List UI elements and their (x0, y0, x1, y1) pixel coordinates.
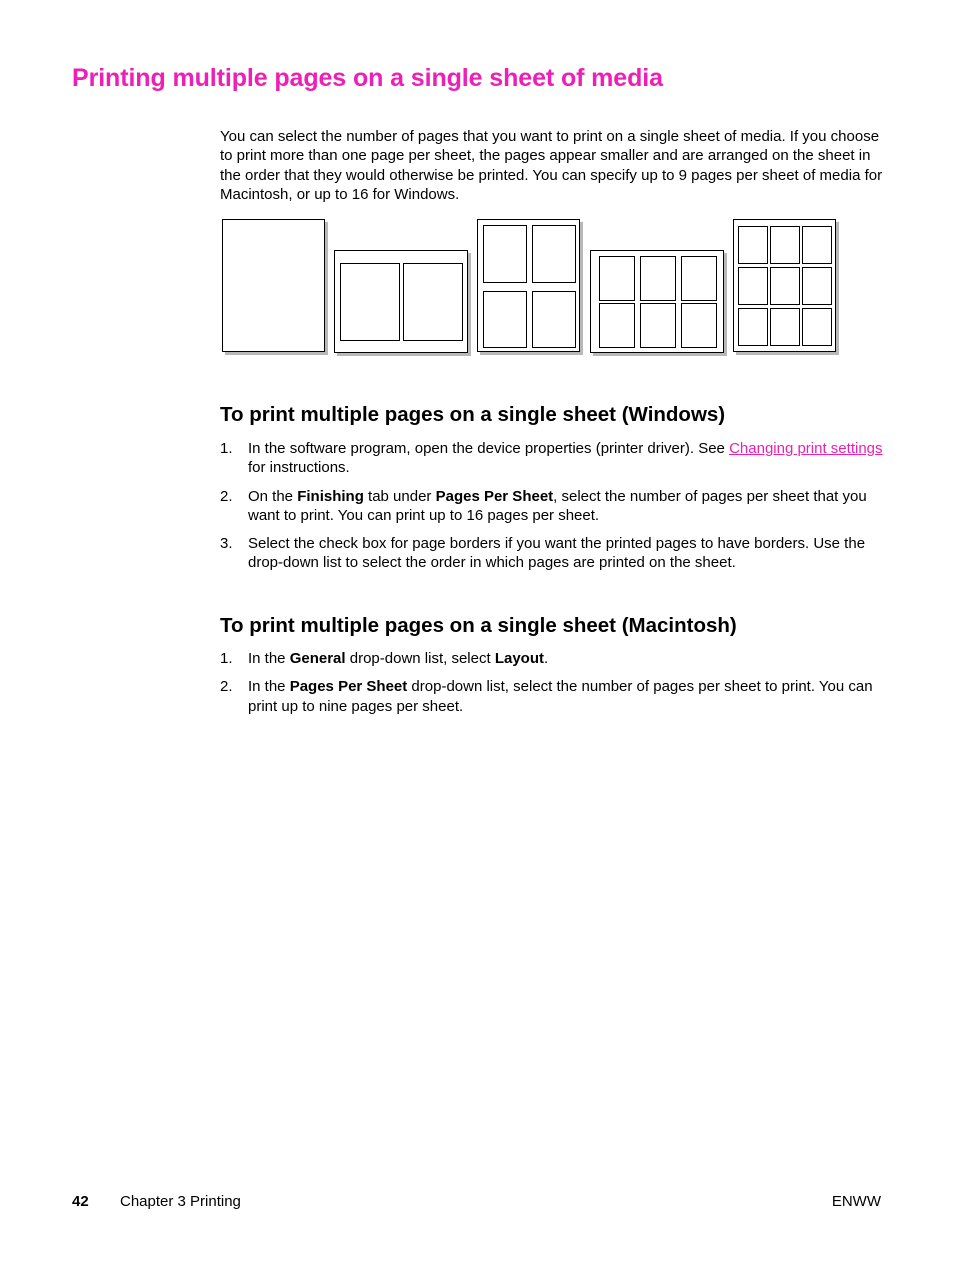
mini-page (770, 226, 800, 264)
mini-page (483, 225, 527, 283)
sheet-2-up (334, 250, 468, 353)
sheet-6-up (590, 250, 724, 353)
mini-page (770, 308, 800, 346)
mini-page (403, 263, 463, 341)
windows-steps (220, 439, 888, 582)
mini-page (340, 263, 400, 341)
mini-page (681, 303, 717, 348)
mac-steps (220, 649, 888, 725)
list-item: 3. Select the check box for page borders if you want the printed pages to have borders. Use the drop-down list to select the order in which pages are printed on the sheet. (220, 535, 866, 572)
changing-print-settings-link[interactable]: Changing print settings (729, 440, 883, 457)
mini-page (681, 256, 717, 301)
mini-page (802, 308, 832, 346)
sheet-1-up (222, 219, 325, 352)
sheet-9-up (733, 219, 836, 352)
mini-page (738, 267, 768, 305)
mini-page (640, 303, 676, 348)
sheet-4-up (477, 219, 580, 352)
mini-page (640, 256, 676, 301)
mini-page (738, 226, 768, 264)
windows-heading: To print multiple pages on a single sheet (Windows) (220, 403, 726, 426)
footer-chapter: Chapter 3 Printing (120, 1193, 241, 1210)
mini-page (532, 291, 576, 348)
page-title: Printing multiple pages on a single sheet of media (72, 64, 663, 92)
mini-page (802, 267, 832, 305)
page-number: 42 (72, 1193, 89, 1210)
pages-per-sheet-illustration (221, 218, 841, 358)
list-item: 1. In the software program, open the device properties (printer driver). See Changing print settings for instructions. (220, 440, 883, 477)
mini-page (738, 308, 768, 346)
mini-page (770, 267, 800, 305)
mini-page (599, 256, 635, 301)
mac-heading: To print multiple pages on a single sheet (Macintosh) (220, 614, 737, 637)
mini-page (532, 225, 576, 283)
list-item: 2. On the Finishing tab under Pages Per Sheet, select the number of pages per sheet that you want to print. You can print up to 16 pages per sheet. (220, 487, 867, 524)
mini-page (483, 291, 527, 348)
intro-paragraph: You can select the number of pages that you want to print on a single sheet of media. If you choose to print more than one page per sheet, the pages appear smaller and are arranged on the sheet in the order that they would otherwise be printed. You can specify up to 9 pages per sheet of media for Macintosh, or up to 16 for Windows. (220, 128, 883, 203)
mini-page (802, 226, 832, 264)
list-item: 1. In the General drop-down list, select Layout. (220, 650, 549, 667)
list-item: 2. In the Pages Per Sheet drop-down list, select the number of pages per sheet to print. You can print up to nine pages per sheet. (220, 678, 873, 715)
mini-page (599, 303, 635, 348)
footer-right: ENWW (831, 1193, 881, 1210)
